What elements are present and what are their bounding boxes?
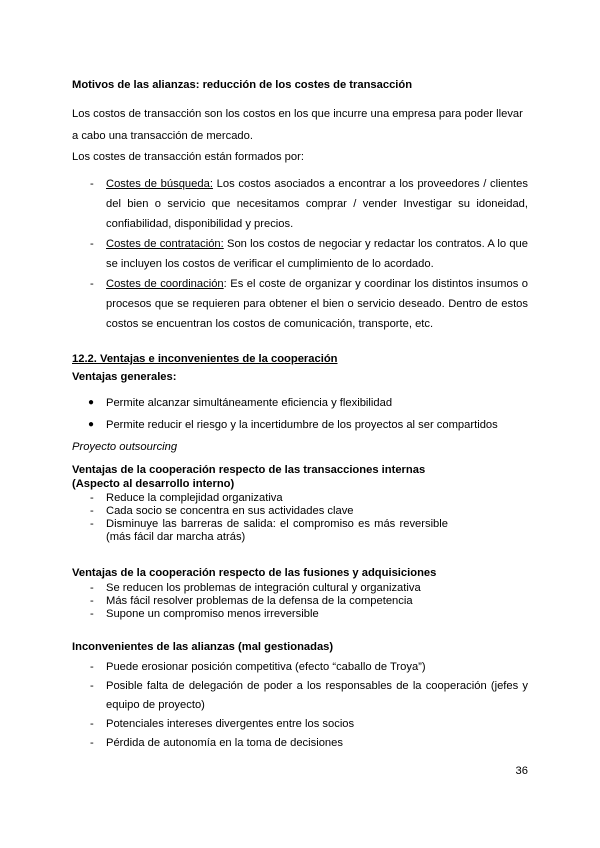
item-text: Más fácil resolver problemas de la defensa de la competencia	[106, 595, 413, 607]
dash-marker: -	[90, 238, 94, 250]
dash-marker: -	[90, 582, 94, 594]
dash-marker: -	[90, 178, 94, 190]
list-item	[72, 234, 528, 274]
term-description: Son los costos de negociar y redactar los contratos. A lo que se incluyen los costos de verificar el cumplimiento de lo acordado.	[106, 238, 528, 270]
term: Costes de coordinación	[106, 278, 224, 290]
costes-list	[72, 174, 528, 334]
dash-marker: -	[90, 680, 94, 692]
term-description: Los costos asociados a encontrar a los proveedores / clientes del bien o servicio que necesitamos comprar / vender Investigar su idoneidad, confiabilidad, disponibilidad y precios.	[106, 178, 528, 230]
list-item	[72, 505, 448, 518]
section-heading-12-2: 12.2. Ventajas e inconvenientes de la cooperación	[72, 353, 338, 365]
item-text: Cada socio se concentra en sus actividades clave	[106, 505, 354, 517]
dash-marker: -	[90, 737, 94, 749]
paragraph-costos-transaccion: Los costos de transacción son los costos en los que incurre una empresa para poder llevar a cabo una transacción de mercado.	[72, 108, 523, 142]
list-item	[72, 608, 528, 621]
ventajas-fusiones-list	[72, 582, 528, 621]
list-item	[72, 518, 448, 544]
item-text: Supone un compromiso menos irreversible	[106, 608, 319, 620]
bullet-marker: ●	[88, 397, 95, 408]
dash-marker: -	[90, 278, 94, 290]
section-title-inconvenientes: Inconvenientes de las alianzas (mal gestionadas)	[72, 641, 334, 653]
dash-marker: -	[90, 518, 94, 530]
inconvenientes-list	[72, 658, 528, 753]
list-item	[72, 392, 528, 414]
dash-marker: -	[90, 505, 94, 517]
ventajas-internas-list	[72, 492, 448, 544]
bullet-marker: ●	[88, 419, 95, 430]
ventajas-generales-list	[72, 392, 528, 436]
item-text: Potenciales intereses divergentes entre los socios	[106, 718, 355, 730]
italic-note: Proyecto outsourcing	[72, 441, 178, 453]
item-text: Permite alcanzar simultáneamente eficiencia y flexibilidad	[106, 397, 393, 409]
section-title-transacciones-internas: Ventajas de la cooperación respecto de las transacciones internas	[72, 464, 426, 476]
item-text: Posible falta de delegación de poder a los responsables de la cooperación (jefes y equipo de proyecto)	[106, 680, 528, 711]
term-description: : Es el coste de organizar y coordinar los distintos insumos o procesos que se requieren para obtener el bien o servicio deseado. Dentro de estos costos se encuentran los costos de comunicación, transporte, etc.	[106, 278, 529, 330]
section-title-fusiones: Ventajas de la cooperación respecto de las fusiones y adquisiciones	[72, 567, 437, 579]
dash-marker: -	[90, 661, 94, 673]
dash-marker: -	[90, 595, 94, 607]
dash-marker: -	[90, 492, 94, 504]
list-item	[72, 658, 528, 677]
term: Costes de búsqueda:	[106, 178, 213, 190]
section-title-motivos: Motivos de las alianzas: reducción de los costes de transacción	[72, 79, 413, 91]
item-text: Reduce la complejidad organizativa	[106, 492, 283, 504]
list-item	[72, 734, 528, 753]
item-text: Pérdida de autonomía en la toma de decisiones	[106, 737, 343, 749]
section-title-desarrollo-interno: (Aspecto al desarrollo interno)	[72, 478, 235, 490]
list-item	[72, 492, 448, 505]
list-item	[72, 677, 528, 715]
list-item	[72, 414, 528, 436]
list-item	[72, 174, 528, 234]
list-item	[72, 595, 528, 608]
term: Costes de contratación:	[106, 238, 224, 250]
page-number: 36	[515, 765, 528, 777]
item-text: Se reducen los problemas de integración cultural y organizativa	[106, 582, 421, 594]
item-text: Disminuye las barreras de salida: el compromiso es más reversible (más fácil dar marcha atrás)	[106, 518, 448, 543]
list-item	[72, 274, 528, 334]
subheading-ventajas-generales: Ventajas generales:	[72, 371, 177, 383]
paragraph-formados-por: Los costes de transacción están formados por:	[72, 151, 304, 163]
dash-marker: -	[90, 718, 94, 730]
item-text: Permite reducir el riesgo y la incertidumbre de los proyectos al ser compartidos	[106, 419, 498, 431]
list-item	[72, 582, 528, 595]
list-item	[72, 715, 528, 734]
dash-marker: -	[90, 608, 94, 620]
item-text: Puede erosionar posición competitiva (efecto “caballo de Troya”)	[106, 661, 426, 673]
